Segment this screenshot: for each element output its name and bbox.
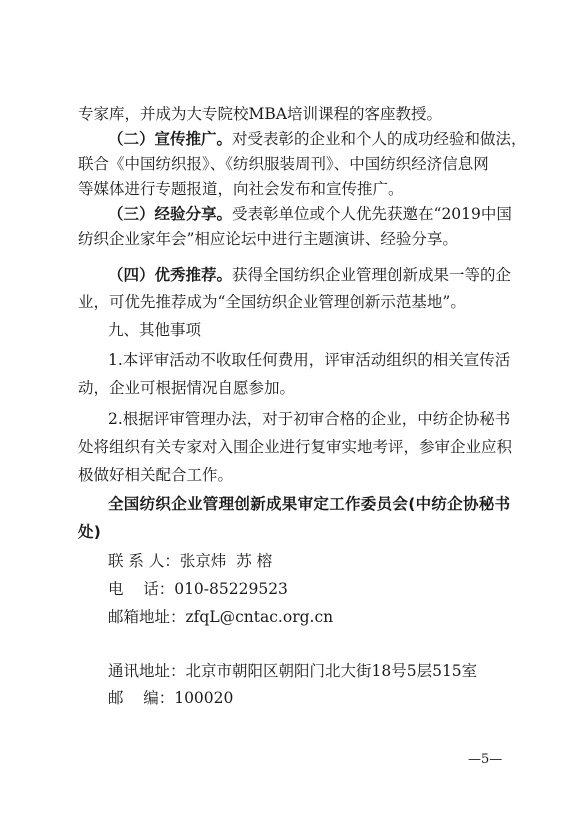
body-line: 等媒体进行专题报道，向社会发布和宣传推广。	[78, 180, 404, 198]
body-line: 业，可优先推荐成为“全国纺织企业管理创新示范基地”。	[78, 293, 466, 311]
section-heading: （四）优秀推荐。	[108, 266, 233, 284]
issuer-name: 全国纺织企业管理创新成果审定工作委员会(中纺企协秘书	[108, 495, 511, 513]
section-heading: （三）经验分享。	[108, 205, 233, 223]
contact-address: 通讯地址：北京市朝阳区朝阳门北大街18号5层515室	[108, 662, 478, 680]
body-line: 1.本评审活动不收取任何费用，评审活动组织的相关宣传活	[108, 351, 511, 369]
body-text: 受表彰单位或个人优先获邀在“2019中国	[232, 205, 512, 223]
body-line: 动，企业可根据情况自愿参加。	[78, 379, 296, 397]
body-line: 极做好相关配合工作。	[78, 466, 234, 484]
issuer-name-cont: 处)	[78, 523, 102, 541]
section-paragraph	[108, 129, 548, 149]
contact-email: 邮箱地址：zfqL@cntac.org.cn	[108, 608, 334, 626]
body-line: 处将组织有关专家对入围企业进行复审实地考评，参审企业应积	[78, 438, 513, 456]
section-title: 九、其他事项	[108, 321, 202, 339]
contact-postcode: 邮 编：100020	[108, 689, 234, 707]
section-heading: （二）宣传推广。	[108, 130, 233, 148]
contact-phone: 电 话：010-85229523	[108, 580, 288, 598]
section-paragraph	[108, 204, 548, 224]
body-text: 获得全国纺织企业管理创新成果一等的企	[232, 266, 512, 284]
page-number: —5—	[468, 752, 503, 767]
body-text: 对受表彰的企业和个人的成功经验和做法，	[232, 130, 527, 148]
section-paragraph	[108, 265, 548, 285]
body-line: 纺织企业家年会”相应论坛中进行主题演讲、经验分享。	[78, 230, 458, 248]
body-line: 2.根据评审管理办法，对于初审合格的企业，中纺企协秘书	[108, 410, 511, 428]
body-line: 专家库，并成为大专院校MBA培训课程的客座教授。	[78, 105, 442, 123]
body-line: 联合《中国纺织报》、《纺织服装周刊》、中国纺织经济信息网	[78, 155, 489, 173]
contact-person: 联 系 人：张京炜 苏 榕	[108, 552, 273, 570]
